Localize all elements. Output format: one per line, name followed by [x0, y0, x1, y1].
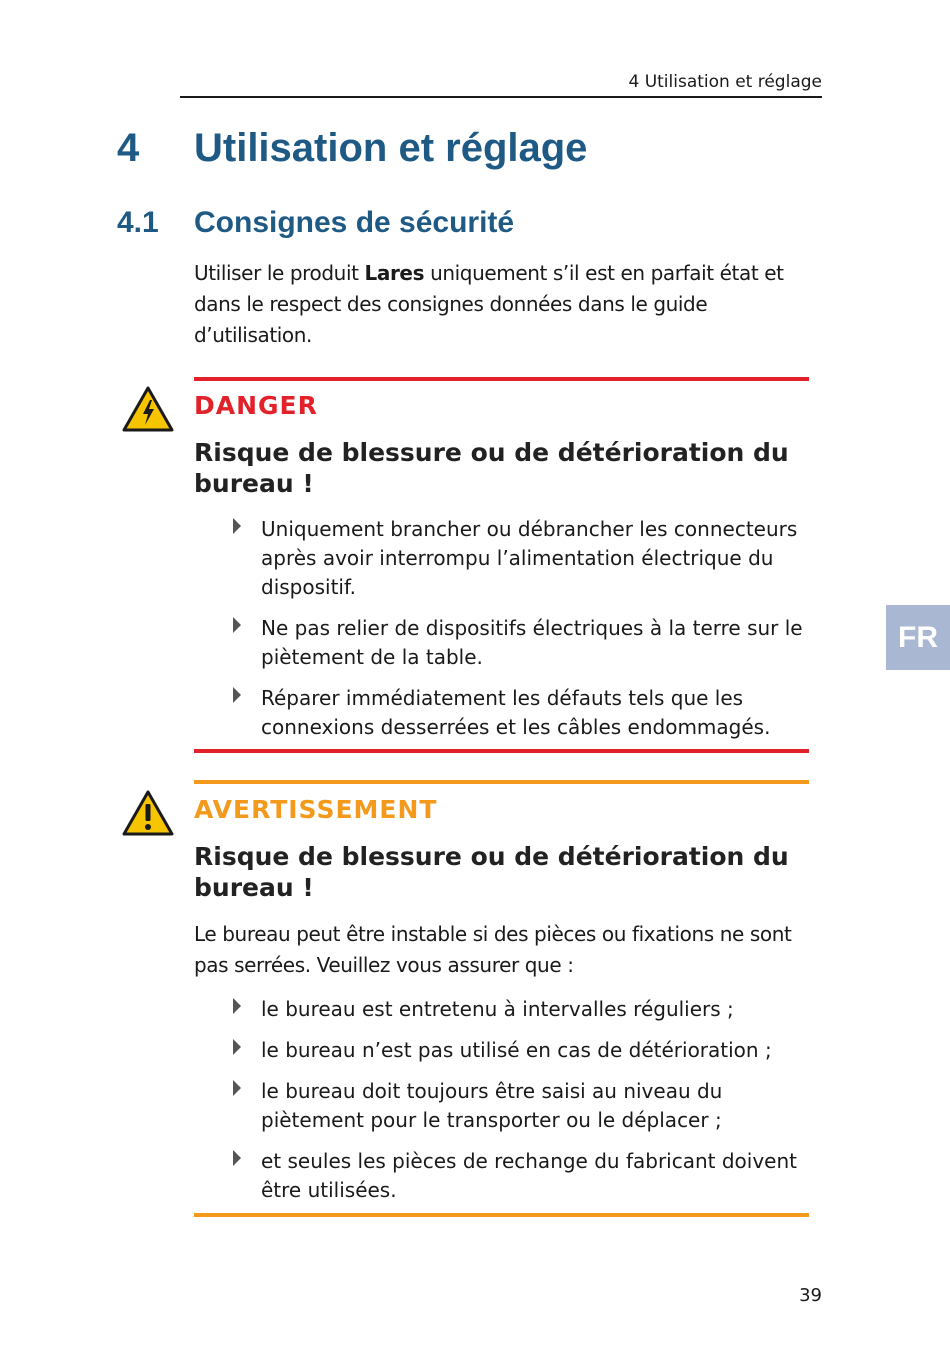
language-tab: FR: [886, 605, 950, 670]
warning-top-rule: [194, 780, 809, 784]
list-item-text: le bureau n’est pas utilisé en cas de détérioration ;: [261, 1038, 772, 1062]
warning-list: [230, 995, 820, 1205]
exclamation-warning-icon: [121, 789, 175, 837]
bullet-arrow-icon: [233, 1039, 241, 1055]
intro-paragraph: [194, 258, 814, 351]
intro-text-before: Utiliser le produit: [194, 261, 365, 285]
chapter-title: Utilisation et réglage: [194, 126, 588, 170]
danger-risk-title: Risque de blessure ou de détérioration du bureau !: [194, 438, 789, 498]
warning-bottom-rule: [194, 1213, 809, 1217]
danger-signal-word: DANGER: [194, 391, 318, 420]
bullet-arrow-icon: [233, 1150, 241, 1166]
section-number: 4.1: [117, 206, 159, 239]
bullet-arrow-icon: [233, 998, 241, 1014]
bullet-arrow-icon: [233, 617, 241, 633]
list-item: [230, 995, 820, 1024]
danger-list: [230, 515, 820, 742]
bullet-arrow-icon: [233, 687, 241, 703]
list-item-text: le bureau doit toujours être saisi au niveau du piètement pour le transporter ou le déplacer ;: [261, 1079, 723, 1132]
list-item: [230, 515, 820, 602]
warning-signal-word: AVERTISSEMENT: [194, 795, 438, 824]
list-item-text: Réparer immédiatement les défauts tels que les connexions desserrées et les câbles endommagés.: [261, 686, 771, 739]
running-header: [180, 72, 822, 98]
list-item: [230, 1077, 820, 1135]
section-title: Consignes de sécurité: [194, 206, 515, 239]
list-item: [230, 614, 820, 672]
list-item-text: Uniquement brancher ou débrancher les connecteurs après avoir interrompu l’alimentation électrique du dispositif.: [261, 517, 798, 599]
danger-bottom-rule: [194, 749, 809, 753]
list-item: [230, 1036, 820, 1065]
list-item-text: Ne pas relier de dispositifs électriques à la terre sur le piètement de la table.: [261, 616, 803, 669]
product-name: Lares: [364, 261, 425, 285]
warning-paragraph: Le bureau peut être instable si des pièces ou fixations ne sont pas serrées. Veuillez vous assurer que :: [194, 922, 792, 977]
intro-text-after: uniquement s’il est en parfait état et dans le respect des consignes données dans le guide d’utilisation.: [194, 261, 784, 347]
list-item: [230, 1147, 820, 1205]
bullet-arrow-icon: [233, 518, 241, 534]
list-item-text: et seules les pièces de rechange du fabricant doivent être utilisées.: [261, 1149, 797, 1202]
bullet-arrow-icon: [233, 1080, 241, 1096]
page-number: 39: [799, 1285, 822, 1306]
danger-top-rule: [194, 377, 809, 381]
list-item: [230, 684, 820, 742]
chapter-number: 4: [117, 126, 140, 170]
list-item-text: le bureau est entretenu à intervalles réguliers ;: [261, 997, 734, 1021]
warning-risk-title: Risque de blessure ou de détérioration du bureau !: [194, 842, 789, 902]
electric-hazard-icon: [121, 385, 175, 433]
running-header-title: 4 Utilisation et réglage: [628, 72, 822, 92]
